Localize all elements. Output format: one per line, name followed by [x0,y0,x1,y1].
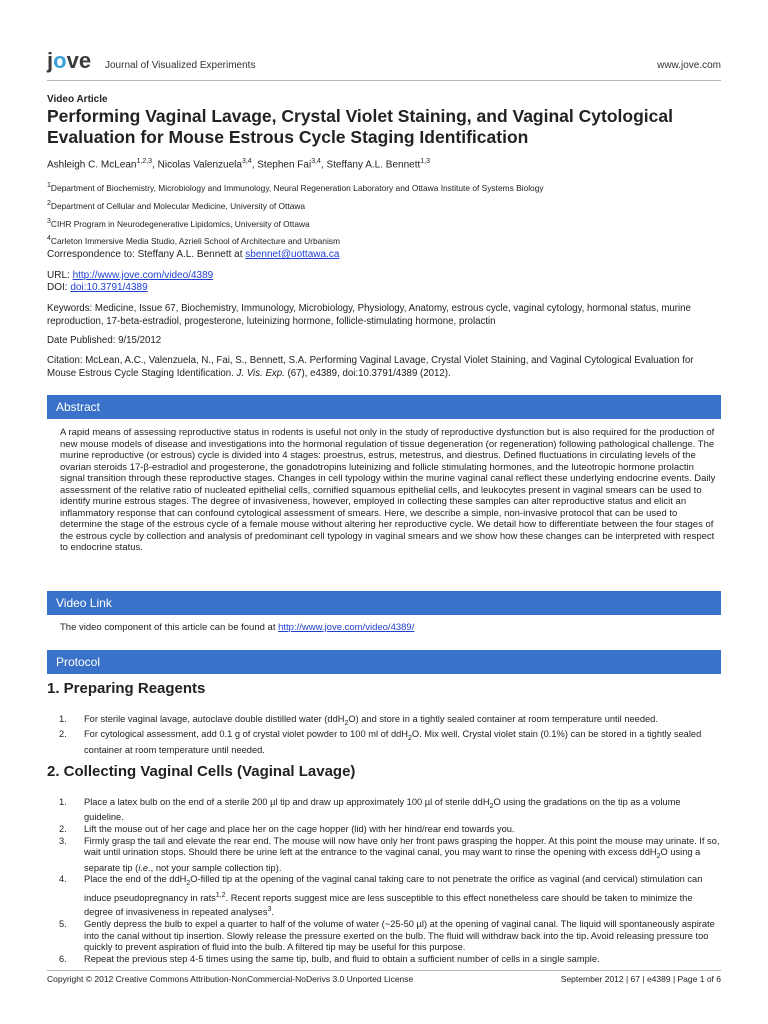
logo-ve: ve [66,48,92,73]
affiliation-2 [47,196,544,214]
logo-j: j [47,48,54,73]
author-list [47,158,430,170]
correspondence-email-link[interactable]: sbennet@uottawa.ca [245,249,340,260]
list-item: 2. For cytological assessment, add 0.1 g of crystal violet powder to 100 ml of ddH$_2$O. Mix well. Crystal violet stain (0.1%) can be stored in a tightly sealed container at room temperature until needed. [59,729,702,755]
doi-label: DOI: [47,282,71,293]
step-number: 1. [59,797,67,807]
author-2-affil: 3,4 [241,158,252,165]
article-url-link[interactable]: http://www.jove.com/video/4389 [72,270,214,281]
list-item: 2. Lift the mouse out of her cage and place her on the cage hopper (lid) with her hind/rear end towards you. [59,824,515,835]
jove-logo[interactable] [47,48,91,74]
author-4: Steffany A.L. Bennett [326,159,421,171]
step-number: 5. [59,919,67,930]
section-bar-protocol: Protocol [47,650,721,674]
list-item: 1. Place a latex bulb on the end of a sterile 200 µl tip and draw up approximately 100 µl of sterile ddH$_2$O using the gradations on the tip as a volume guideline. [59,797,681,823]
video-link[interactable]: http://www.jove.com/video/4389/ [278,622,415,633]
step-number: 6. [59,953,67,964]
article-type: Video Article [47,94,108,105]
journal-name: Journal of Visualized Experiments [105,60,256,71]
affiliation-1 [47,178,544,196]
author-1-affil: 1,2,3 [136,158,153,165]
step-number: 2. [59,729,67,740]
affiliation-number: 4 [47,235,51,243]
citation-text: Citation: McLean, A.C., Valenzuela, N., Fai, S., Bennett, S.A. Performing Vaginal Lavage, Crystal Violet Staining, and Vaginal Cytological Evaluation for Mouse Estrous Cycle Staging Identification. [47,355,694,379]
section-bar-abstract: Abstract [47,395,721,419]
author-3-affil: 3,4 [311,158,321,165]
affiliation-list [47,178,544,249]
video-link-label: The video component of this article can be found at [60,622,279,633]
affiliation-number: 2 [47,199,51,207]
affiliation-text: Department of Cellular and Molecular Medicine, University of Ottawa [50,200,306,211]
citation-journal: J. Vis. Exp. [236,368,285,379]
list-item: 3. Firmly grasp the tail and elevate the rear end. The mouse will now have only her front paws grasping the hopper. At this point the mouse may urinate. If so, wait until urination stops. Should there be urine left at the entrance to the vaginal canal, you may want to rinse the opening with excess ddH$_2$O using a separate tip (i.e., not your sample collection tip). [59,835,720,873]
author-sep: , [152,159,158,171]
author-sep: , [251,159,258,171]
author-3: Stephen Fai [257,159,312,171]
list-item: 1. For sterile vaginal lavage, autoclave double distilled water (ddH$_2$O) and store in a tightly sealed container at room temperature until needed. [59,714,658,727]
page-header [47,48,721,81]
author-sep: , [320,159,327,171]
site-url[interactable]: www.jove.com [657,60,721,71]
step-number: 1. [59,714,67,724]
affiliation-text: Carleton Immersive Media Studio, Azrieli School of Architecture and Urbanism [50,236,340,247]
correspondence [47,249,339,260]
affiliation-number: 1 [47,182,51,189]
affiliation-number: 3 [47,217,51,225]
protocol-steps-1 [59,714,721,757]
affiliation-text: Department of Biochemistry, Microbiology and Immunology, Neural Regeneration Laboratory and Ottawa Institute of Systems Biology [50,182,544,193]
article-title: Performing Vaginal Lavage, Crystal Violet Staining, and Vaginal Cytological Evaluation for Mouse Estrous Cycle Staging Identification [47,106,673,147]
step-number: 2. [59,824,67,835]
step-number: 3. [59,835,67,846]
author-1: Ashleigh C. McLean [47,159,137,171]
protocol-heading-2: 2. Collecting Vaginal Cells (Vaginal Lavage) [47,763,356,780]
keywords: Keywords: Medicine, Issue 67, Biochemistry, Immunology, Microbiology, Physiology, Anatomy, estrous cycle, vaginal cytology, hormonal status, murine reproduction, 17-beta-estradiol, progesterone, luteinizing hormone, follicle-stimulating hormone, prolactin [47,303,691,327]
citation-suffix: (67), e4389, doi:10.3791/4389 (2012). [284,368,451,379]
video-link-text [60,622,414,633]
footer-copyright: Copyright © 2012 Creative Commons Attribution-NonCommercial-NoDerivs 3.0 Unported License [47,974,414,984]
author-4-affil: 1,3 [420,158,430,165]
protocol-steps-2 [59,797,721,965]
affiliation-text: CIHR Program in Neurodegenerative Lipidomics, University of Ottawa [50,218,310,229]
doi-link[interactable]: doi:10.3791/4389 [70,282,148,293]
url-label: URL: [47,270,73,281]
logo-o: o [53,48,67,73]
author-2: Nicolas Valenzuela [157,159,242,171]
protocol-heading-1: 1. Preparing Reagents [47,680,206,697]
affiliation-3 [47,214,544,232]
step-number: 4. [59,874,67,885]
section-bar-video-link: Video Link [47,591,721,615]
list-item: 4. Place the end of the ddH$_2$O-filled tip at the opening of the vaginal canal taking care to not penetrate the orifice as vaginal (and cervical) stimulation can induce pseudopregnancy in rats$^{1,2}$. Recent reports suggest mice are less susceptible to this effect nonetheless care should be taken to minimize the degree of invasiveness in repeated analyses$^3$. [59,874,703,918]
citation [47,354,721,380]
article-url [47,270,213,281]
page-footer [47,970,721,984]
correspondence-label: Correspondence to: Steffany A.L. Bennett at [47,249,246,260]
article-doi [47,282,148,293]
list-item: 6. Repeat the previous step 4-5 times using the same tip, bulb, and fluid to obtain a sufficient number of cells in a single sample. [59,953,600,964]
affiliation-4 [47,231,544,249]
date-published: Date Published: 9/15/2012 [47,335,162,346]
list-item: 5. Gently depress the bulb to expel a quarter to half of the volume of water (~25-50 µl) at the opening of vaginal canal. The liquid will spontaneously aspirate into the canal without tip insertion. Slowly release the pressure exerted on the bulb. The fluid will withdraw back into the tip. Avoid releasing pressure too quickly to prevent aspiration of fluid into the bulb. A filtered tip may be useful for this purpose. [59,919,715,953]
abstract-text: A rapid means of assessing reproductive status in rodents is useful not only in the study of reproductive dysfunction but is also required for the production of new mouse models of disease and investigations into the hormonal regulation of tissue degeneration (or regeneration) following pathological challenge. The murine reproductive (or estrous) cycle is divided into 4 stages: proestrus, estrus, metestrus, and diestrus. Defined fluctuations in circulating levels of the ovarian steroids 17-β-estradiol and progesterone, the gonadotropins luteinizing and follicle stimulating hormones, and the luteotropic hormone prolactin signal transition through these reproductive stages. Changes in cell typology within the murine vaginal canal reflect these underlying endocrine events. Daily assessment of the relative ratio of nucleated epithelial cells, cornified squamous epithelial cells, and leukocytes present in vaginal smears can be used to identify murine estrous stages. The degree of invasiveness, however, employed in collecting these samples can alter reproductive status and elicit an inflammatory response that can confound cytological assessment of smears. Here, we describe a simple, non-invasive protocol that can be used to determine the stage of the estrous cycle of a female mouse without altering her reproductive cycle. We detail how to differentiate between the four stages of the estrous cycle by collection and analysis of predominant cell typology in vaginal smears and we show how these changes can be interpreted with respect to endocrine status. [60,427,716,553]
footer-page-info: September 2012 | 67 | e4389 | Page 1 of 6 [560,974,721,984]
